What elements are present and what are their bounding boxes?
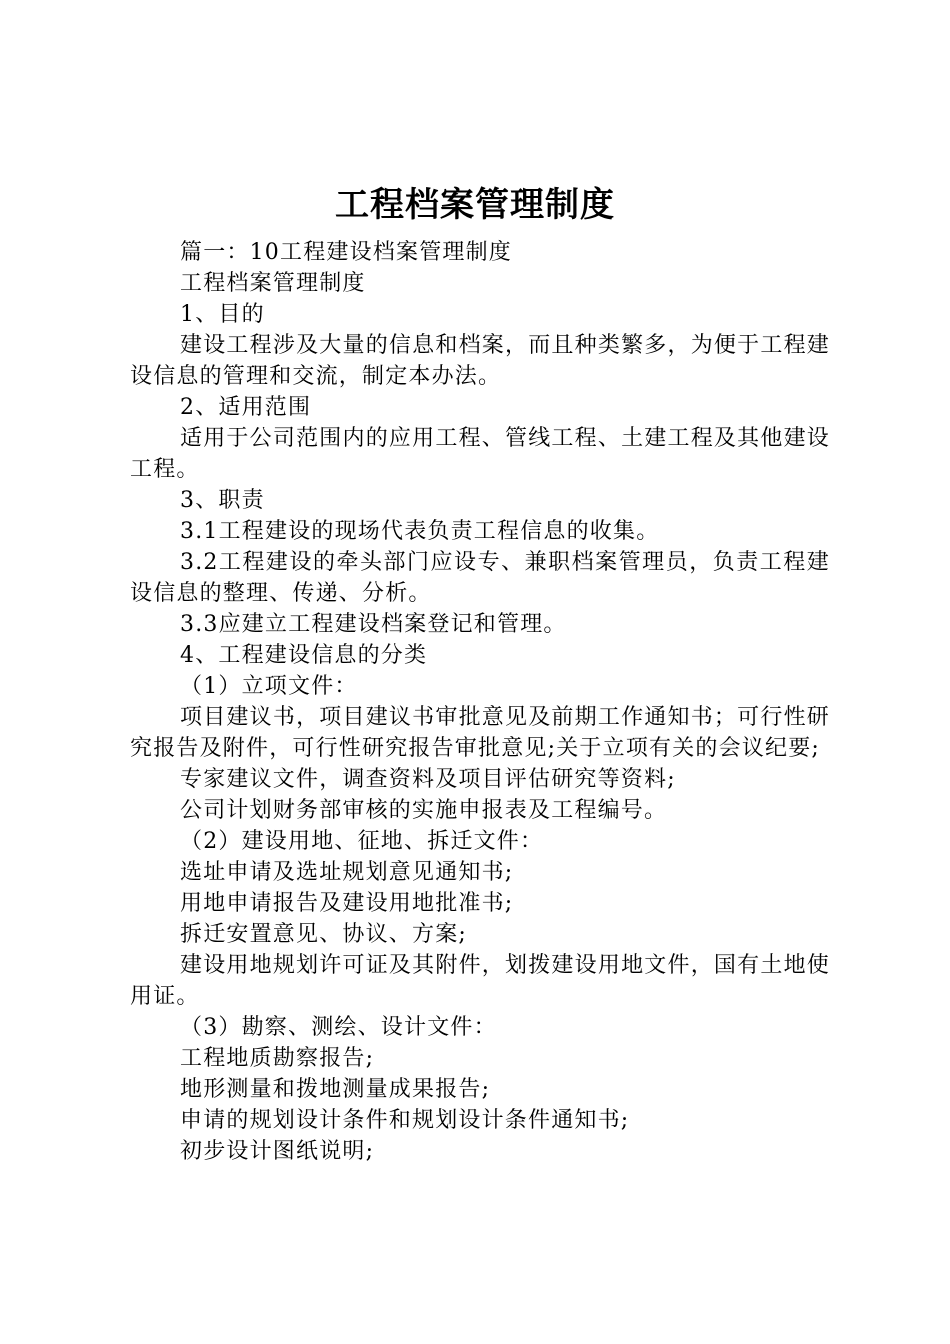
paragraph-finance-review: 公司计划财务部审核的实施申报表及工程编号。 (180, 798, 668, 823)
document-body (130, 237, 830, 1167)
subsection-heading-project-files: （1）立项文件： (180, 674, 358, 699)
paragraph-relocation: 拆迁安置意见、协议、方案; (180, 922, 468, 947)
paragraph-duty-3-1: 3.1工程建设的现场代表负责工程信息的收集。 (180, 519, 660, 544)
section-heading-scope: 2、适用范围 (180, 395, 312, 420)
subsection-heading-land-files: （2）建设用地、征地、拆迁文件： (180, 829, 544, 854)
section-heading-classification: 4、工程建设信息的分类 (180, 643, 428, 668)
section-heading-duties: 3、职责 (180, 488, 265, 513)
paragraph-land-application: 用地申请报告及建设用地批准书; (180, 891, 514, 916)
paragraph-topography-report: 地形测量和拨地测量成果报告; (180, 1077, 491, 1102)
paragraph-duty-3-2: 3.2工程建设的牵头部门应设专、兼职档案管理员，负责工程建设信息的整理、传递、分析。 (130, 550, 830, 606)
paragraph-subtitle: 工程档案管理制度 (180, 271, 366, 296)
paragraph-source-heading: 篇一：10工程建设档案管理制度 (180, 240, 512, 265)
paragraph-scope: 适用于公司范围内的应用工程、管线工程、土建工程及其他建设工程。 (130, 426, 830, 482)
paragraph-purpose: 建设工程涉及大量的信息和档案，而且种类繁多，为便于工程建设信息的管理和交流，制定本办法。 (130, 333, 830, 389)
document-title: 工程档案管理制度 (335, 185, 615, 225)
paragraph-geology-report: 工程地质勘察报告; (180, 1046, 375, 1071)
paragraph-land-permit: 建设用地规划许可证及其附件，划拨建设用地文件，国有土地使用证。 (130, 953, 830, 1009)
subsection-heading-survey-files: （3）勘察、测绘、设计文件： (180, 1015, 497, 1040)
paragraph-site-selection: 选址申请及选址规划意见通知书; (180, 860, 514, 885)
paragraph-project-files: 项目建议书，项目建议书审批意见及前期工作通知书；可行性研究报告及附件，可行性研究报告审批意见;关于立项有关的会议纪要; (130, 705, 830, 761)
paragraph-duty-3-3: 3.3应建立工程建设档案登记和管理。 (180, 612, 567, 637)
paragraph-expert-files: 专家建议文件，调查资料及项目评估研究等资料; (180, 767, 676, 792)
section-heading-purpose: 1、目的 (180, 302, 265, 327)
paragraph-planning-conditions: 申请的规划设计条件和规划设计条件通知书; (180, 1108, 630, 1133)
paragraph-preliminary-design: 初步设计图纸说明; (180, 1139, 375, 1164)
